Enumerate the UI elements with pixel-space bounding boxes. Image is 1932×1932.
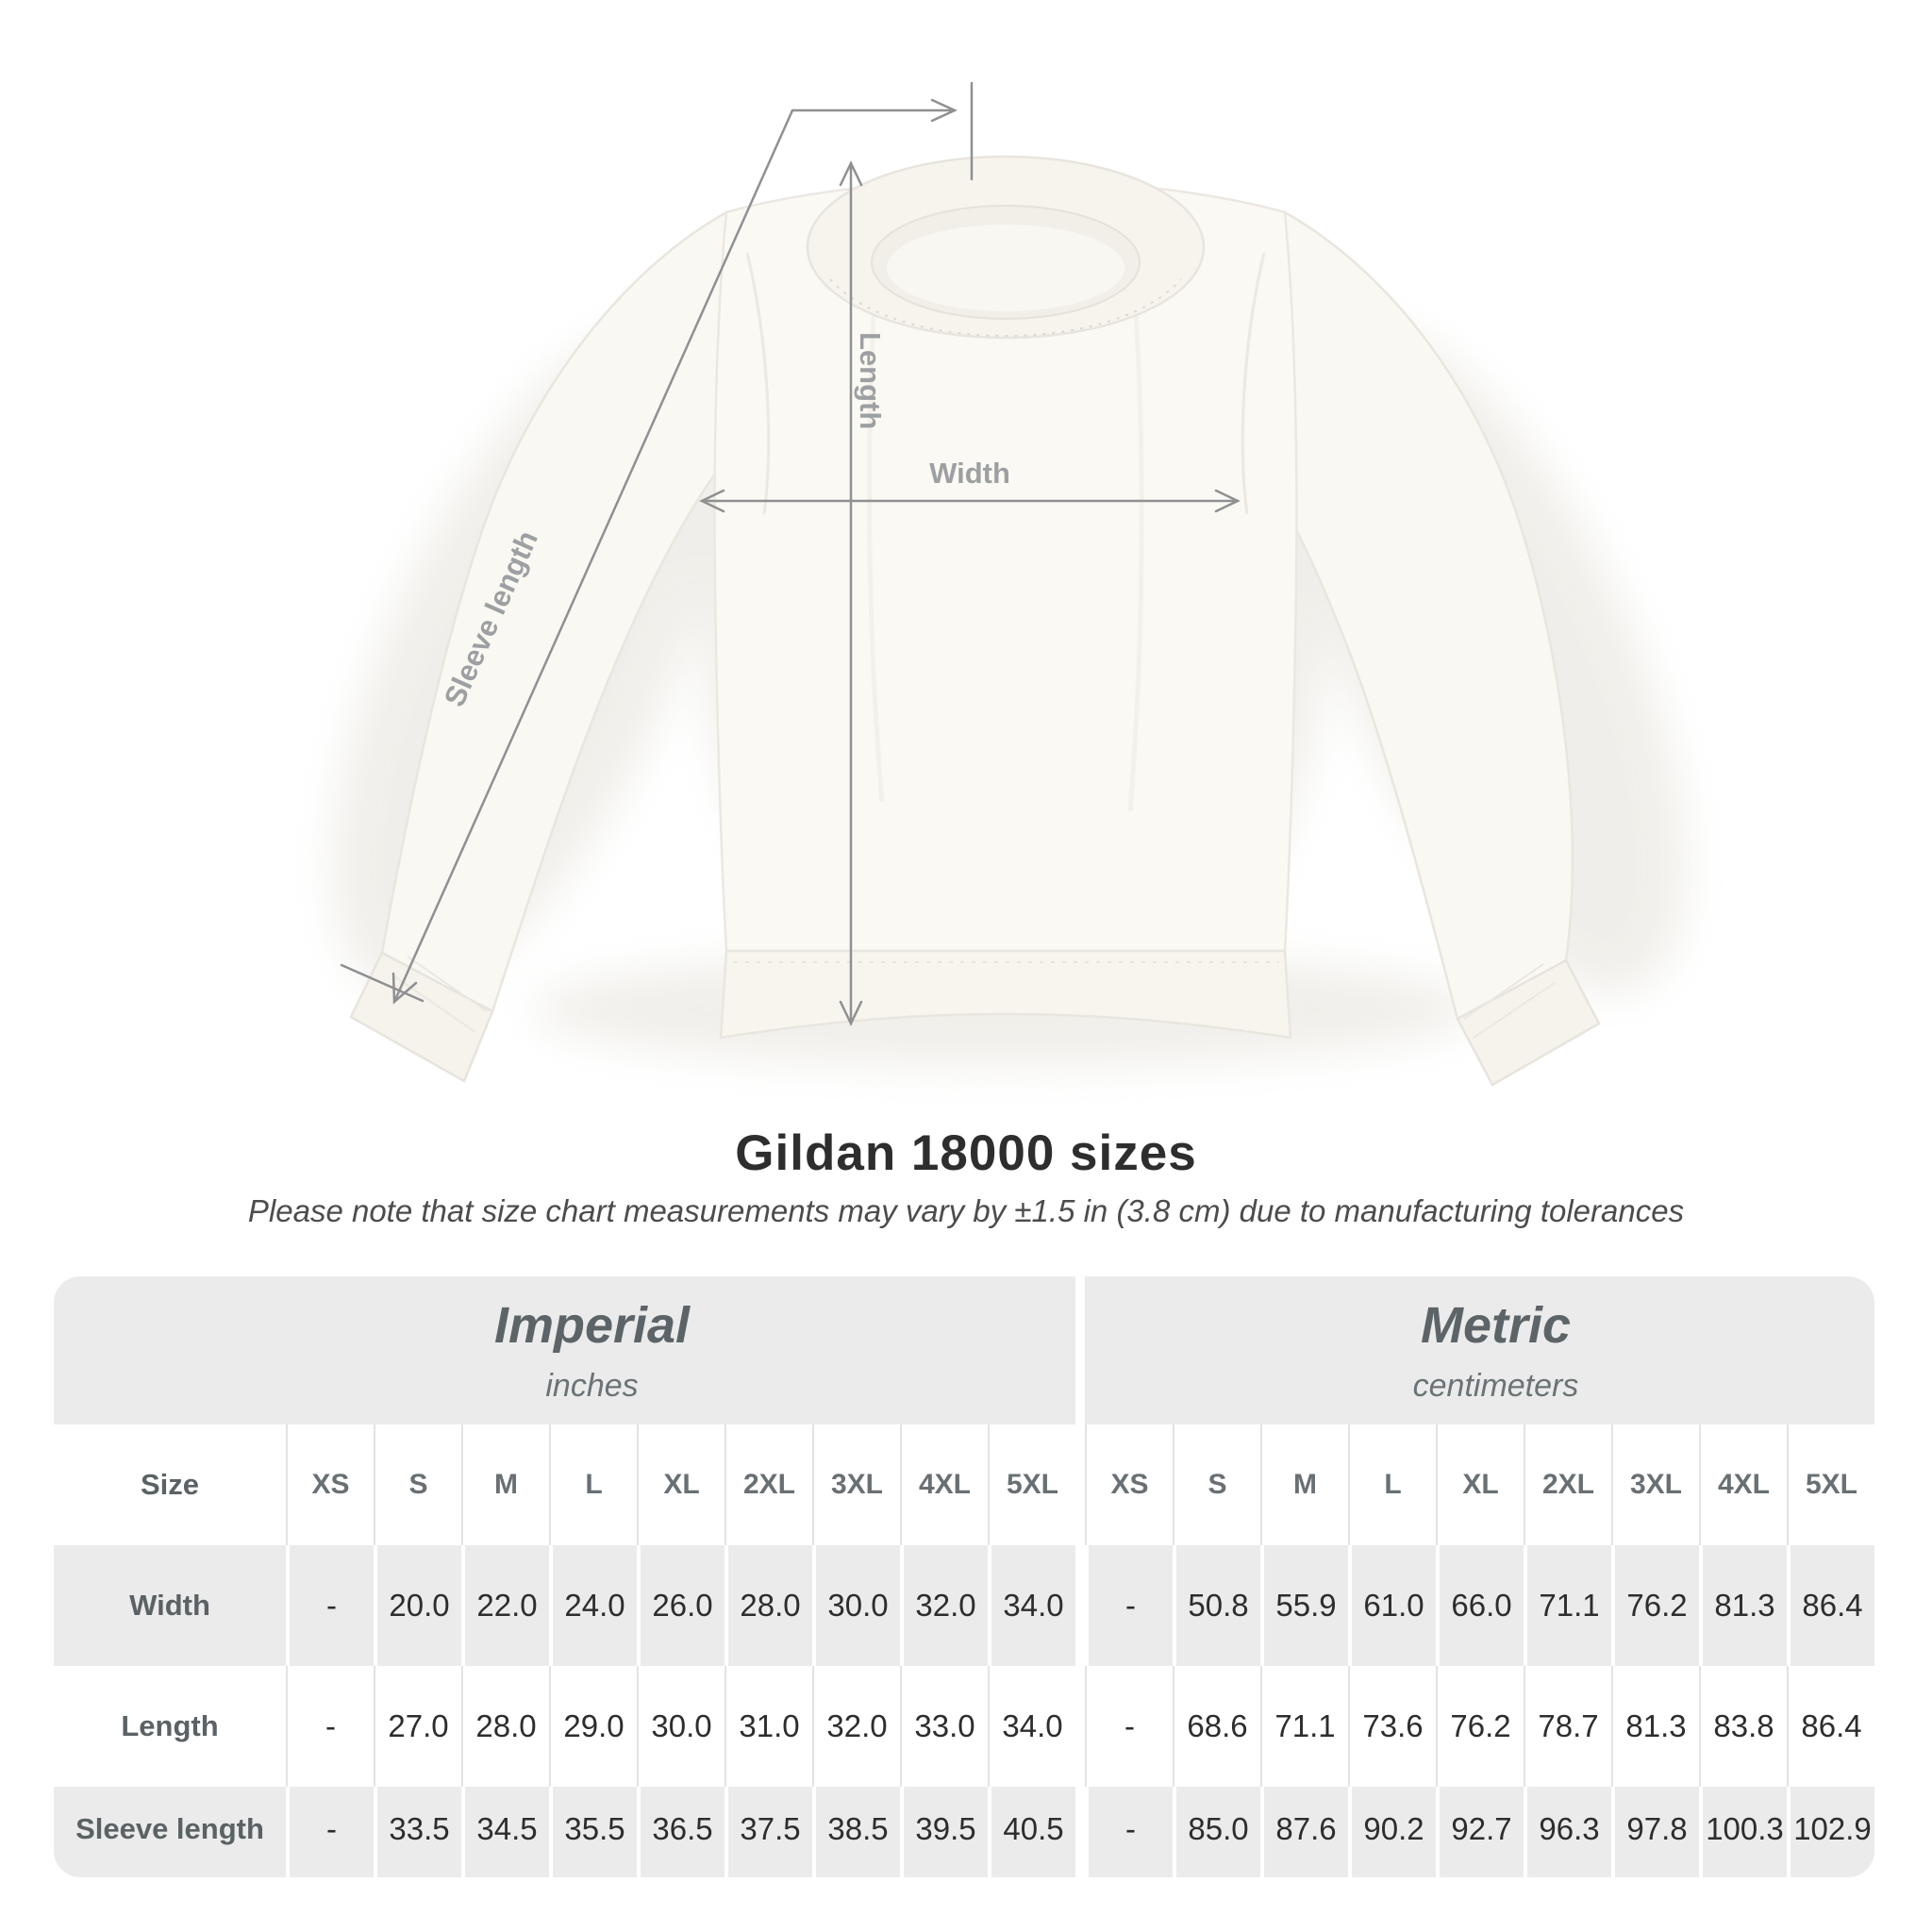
table-cell: 76.2 (1611, 1545, 1699, 1666)
column-header: 4XL (1699, 1424, 1787, 1545)
table-cell: 34.0 (988, 1545, 1075, 1666)
table-cell: 83.8 (1699, 1666, 1787, 1787)
table-cell: 97.8 (1611, 1787, 1699, 1877)
table-cell: 34.0 (988, 1666, 1075, 1787)
table-cell: - (1085, 1666, 1173, 1787)
row-label: Width (54, 1545, 286, 1666)
table-cell: 30.0 (637, 1666, 724, 1787)
table-cell: 27.0 (374, 1666, 461, 1787)
section-gap (1075, 1666, 1085, 1787)
table-cell: 66.0 (1436, 1545, 1524, 1666)
table-cell: 68.6 (1173, 1666, 1260, 1787)
table-row-width (54, 1545, 1874, 1666)
table-cell: 40.5 (988, 1787, 1075, 1877)
table-cell: 50.8 (1173, 1545, 1260, 1666)
metric-label: Metric (1420, 1297, 1572, 1354)
page-title: Gildan 18000 sizes (735, 1125, 1197, 1181)
column-header: 4XL (900, 1424, 988, 1545)
section-gap (1075, 1787, 1085, 1877)
table-cell: 76.2 (1436, 1666, 1524, 1787)
table-cell: 102.9 (1787, 1787, 1874, 1877)
column-header: XS (286, 1424, 374, 1545)
section-gap (1075, 1276, 1085, 1424)
table-cell: 33.5 (374, 1787, 461, 1877)
table-row-length (54, 1666, 1874, 1787)
column-header: 2XL (724, 1424, 812, 1545)
length-measure-label: Length (854, 332, 887, 430)
section-gap (1075, 1545, 1085, 1666)
column-header: XL (1436, 1424, 1524, 1545)
metric-section-header (1085, 1276, 1874, 1424)
table-cell: - (1085, 1545, 1173, 1666)
table-cell: 71.1 (1260, 1666, 1348, 1787)
column-header: M (1260, 1424, 1348, 1545)
table-cell: 55.9 (1260, 1545, 1348, 1666)
column-header: S (1173, 1424, 1260, 1545)
table-cell: 86.4 (1787, 1545, 1874, 1666)
table-cell: 26.0 (637, 1545, 724, 1666)
column-header: M (461, 1424, 549, 1545)
table-cell: 34.5 (461, 1787, 549, 1877)
table-cell: 73.6 (1348, 1666, 1436, 1787)
table-cell: 87.6 (1260, 1787, 1348, 1877)
column-header: XL (637, 1424, 724, 1545)
column-header: 2XL (1524, 1424, 1611, 1545)
table-cell: 39.5 (900, 1787, 988, 1877)
table-cell: 85.0 (1173, 1787, 1260, 1877)
table-cell: 30.0 (812, 1545, 900, 1666)
table-cell: 78.7 (1524, 1666, 1611, 1787)
table-cell: - (1085, 1787, 1173, 1877)
table-cell: 28.0 (461, 1666, 549, 1787)
imperial-section-header (54, 1276, 1075, 1424)
table-row-sleeve-length (54, 1787, 1874, 1877)
column-header: 5XL (988, 1424, 1075, 1545)
row-label: Sleeve length (54, 1787, 286, 1877)
sleeve-measure-label: Sleeve length (437, 525, 545, 712)
table-cell: 20.0 (374, 1545, 461, 1666)
table-cell: 71.1 (1524, 1545, 1611, 1666)
title-block (0, 1124, 1932, 1229)
size-table (54, 1276, 1874, 1877)
metric-unit: centimeters (1412, 1368, 1579, 1404)
section-gap (1075, 1424, 1085, 1545)
table-cell: - (286, 1545, 374, 1666)
table-cell: 37.5 (724, 1787, 812, 1877)
table-cell: 36.5 (637, 1787, 724, 1877)
column-header: 3XL (812, 1424, 900, 1545)
table-cell: 33.0 (900, 1666, 988, 1787)
table-cell: 81.3 (1699, 1545, 1787, 1666)
imperial-unit: inches (545, 1368, 639, 1404)
column-header: S (374, 1424, 461, 1545)
column-header: 5XL (1787, 1424, 1874, 1545)
table-cell: 28.0 (724, 1545, 812, 1666)
table-cell: 86.4 (1787, 1666, 1874, 1787)
table-cell: 96.3 (1524, 1787, 1611, 1877)
width-measure-label: Width (929, 457, 1010, 490)
page-subtitle: Please note that size chart measurements may vary by ±1.5 in (3.8 cm) due to manufacturing tolerances (247, 1193, 1685, 1228)
size-column-header: Size (140, 1468, 200, 1501)
column-header: L (1348, 1424, 1436, 1545)
column-header: XS (1085, 1424, 1173, 1545)
table-cell: - (286, 1666, 374, 1787)
table-cell: 100.3 (1699, 1787, 1787, 1877)
table-cell: 92.7 (1436, 1787, 1524, 1877)
collar-back-panel (887, 225, 1124, 311)
table-cell: - (286, 1787, 374, 1877)
table-cell: 29.0 (549, 1666, 637, 1787)
size-header-row (54, 1424, 1874, 1545)
table-cell: 22.0 (461, 1545, 549, 1666)
table-cell: 81.3 (1611, 1666, 1699, 1787)
table-cell: 90.2 (1348, 1787, 1436, 1877)
column-header: 3XL (1611, 1424, 1699, 1545)
table-cell: 38.5 (812, 1787, 900, 1877)
row-label: Length (121, 1709, 219, 1742)
column-header: L (549, 1424, 637, 1545)
table-cell: 35.5 (549, 1787, 637, 1877)
table-cell: 32.0 (900, 1545, 988, 1666)
table-cell: 24.0 (549, 1545, 637, 1666)
table-cell: 31.0 (724, 1666, 812, 1787)
table-cell: 61.0 (1348, 1545, 1436, 1666)
unit-band-row (54, 1276, 1874, 1424)
table-cell: 32.0 (812, 1666, 900, 1787)
imperial-label: Imperial (493, 1297, 691, 1354)
